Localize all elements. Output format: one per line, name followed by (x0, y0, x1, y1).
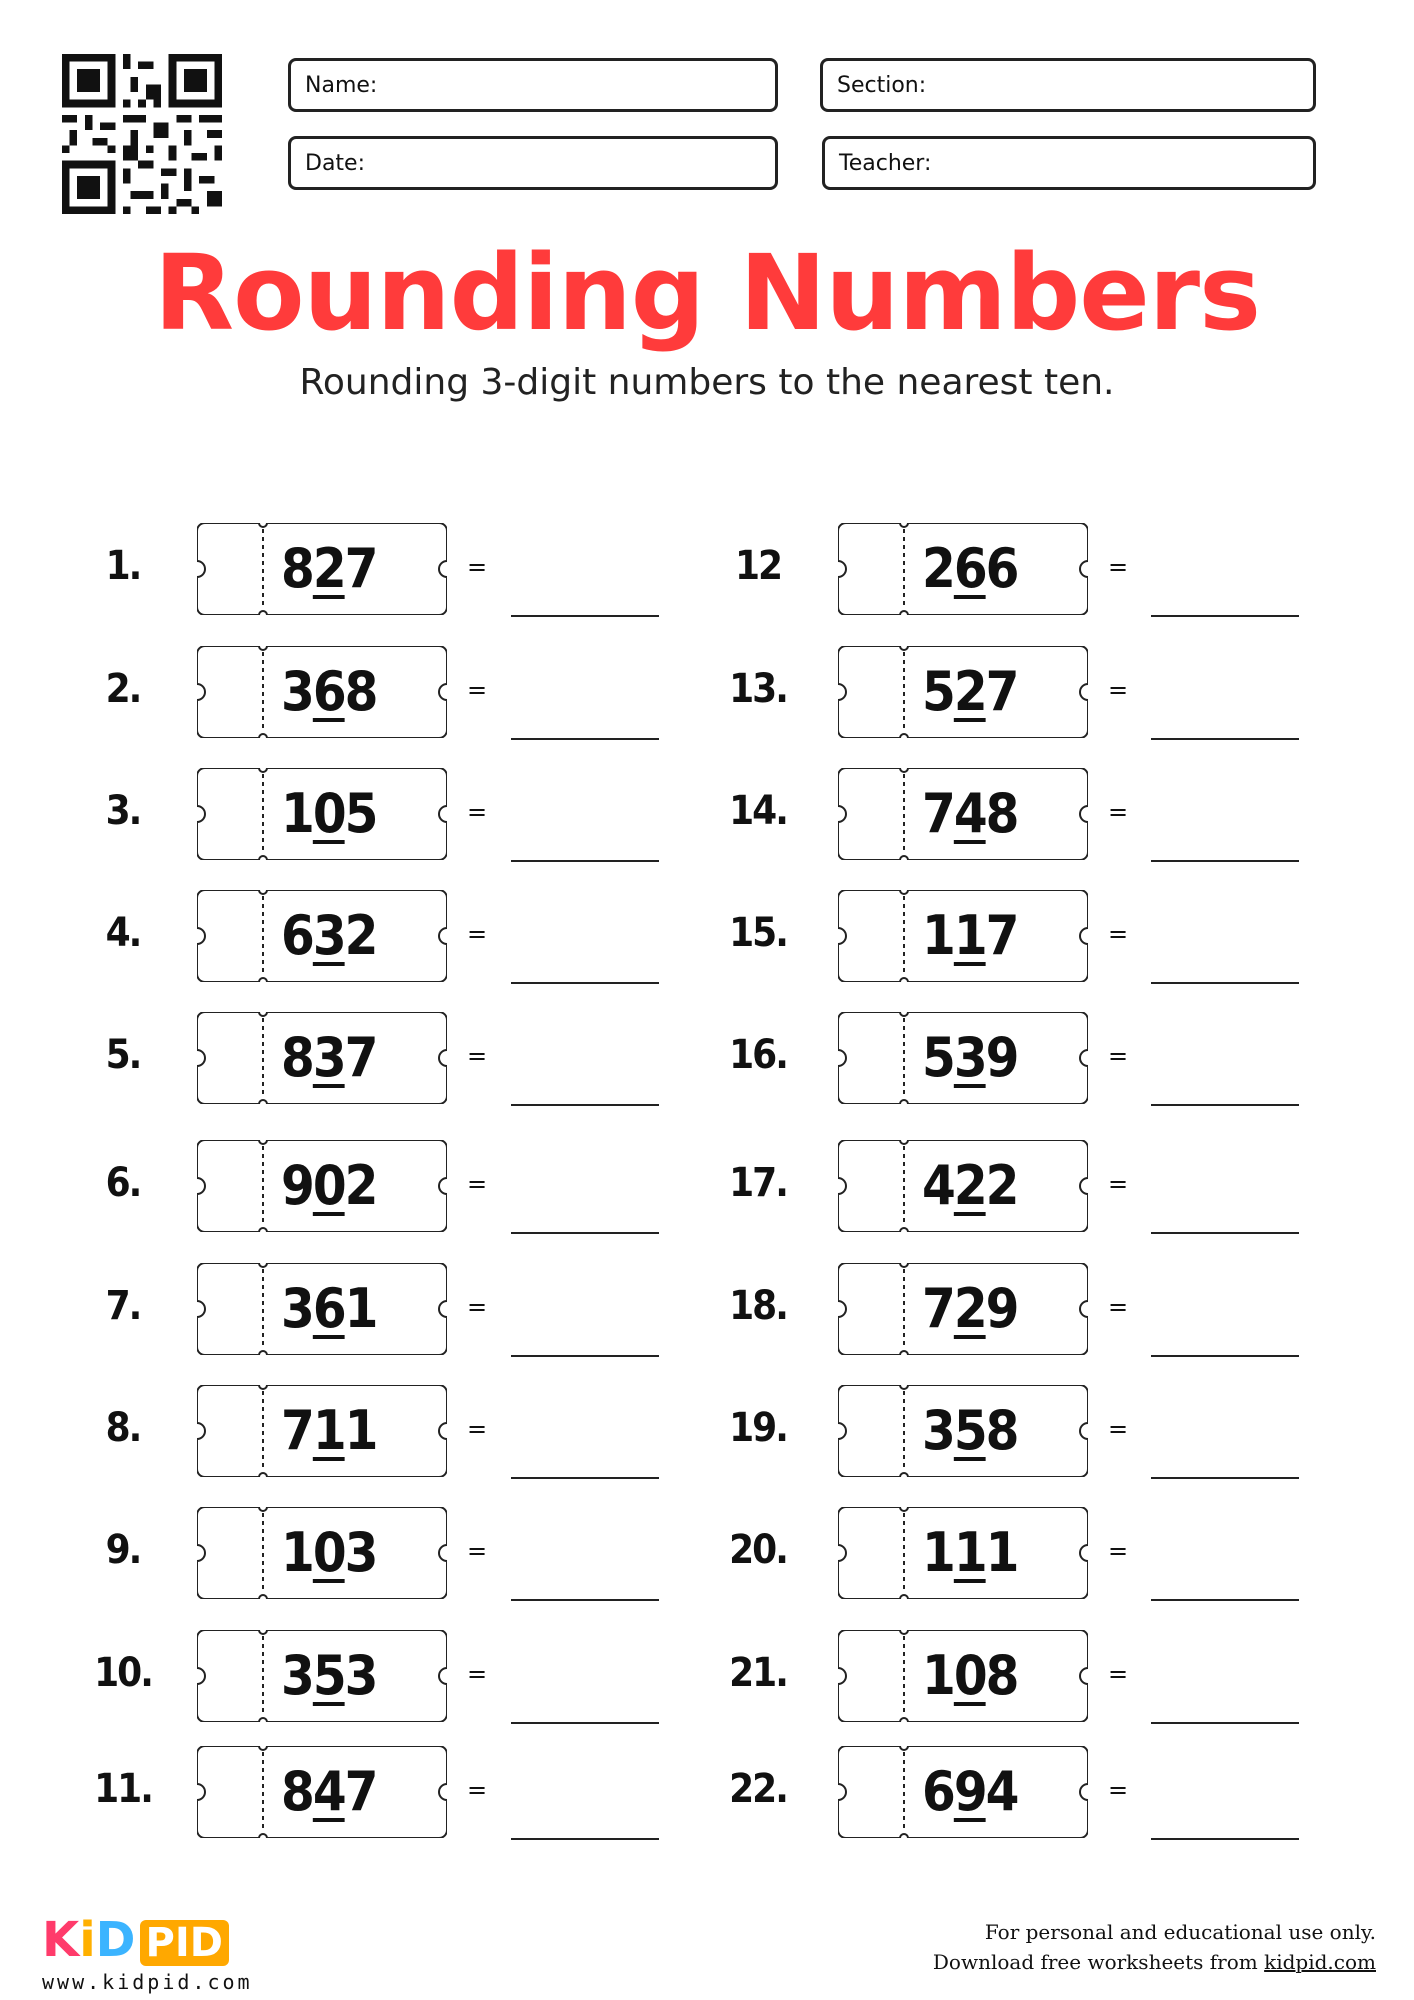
number-ticket (838, 1385, 1088, 1477)
number-ticket (197, 1263, 447, 1355)
problem-number: 13. (729, 666, 787, 712)
number-value: 358 (922, 1399, 1018, 1462)
problem-number: 3. (105, 788, 141, 834)
problem-number: 14. (729, 788, 787, 834)
tens-digit: 3 (953, 1026, 986, 1089)
problem-number: 6. (105, 1160, 141, 1206)
number-value: 368 (281, 660, 377, 723)
answer-line[interactable] (1151, 1838, 1299, 1840)
answer-line[interactable] (511, 1722, 659, 1724)
number-ticket (838, 1263, 1088, 1355)
usage-note: For personal and educational use only. (984, 1920, 1376, 1944)
number-value: 353 (281, 1644, 377, 1707)
number-ticket (197, 1385, 447, 1477)
problem-number: 12 (734, 543, 782, 589)
tens-digit: 2 (312, 537, 345, 600)
problem-number: 9. (105, 1527, 141, 1573)
tens-digit: 3 (312, 904, 345, 967)
number-ticket (197, 523, 447, 615)
number-ticket (197, 1012, 447, 1104)
equals-sign: = (1108, 1042, 1129, 1070)
number-value: 111 (922, 1521, 1018, 1584)
tens-digit: 6 (312, 660, 345, 723)
number-ticket (197, 768, 447, 860)
number-ticket (838, 890, 1088, 982)
answer-line[interactable] (1151, 982, 1299, 984)
tens-digit: 0 (312, 1521, 345, 1584)
equals-sign: = (1108, 798, 1129, 826)
answer-line[interactable] (511, 1599, 659, 1601)
problem-number: 22. (729, 1766, 787, 1812)
download-note-prefix: Download free worksheets from (932, 1950, 1265, 1974)
answer-line[interactable] (1151, 1477, 1299, 1479)
problem-number: 7. (105, 1283, 141, 1329)
tens-digit: 2 (953, 1154, 986, 1217)
equals-sign: = (1108, 1776, 1129, 1804)
number-value: 108 (922, 1644, 1018, 1707)
name-label: Name: (305, 72, 378, 98)
equals-sign: = (467, 1776, 488, 1804)
number-ticket (197, 1507, 447, 1599)
answer-line[interactable] (511, 1477, 659, 1479)
tens-digit: 0 (312, 1154, 345, 1217)
page-subtitle: Rounding 3-digit numbers to the nearest ten. (299, 362, 1115, 403)
problem-number: 2. (105, 666, 141, 712)
section-label: Section: (837, 72, 927, 98)
answer-line[interactable] (1151, 738, 1299, 740)
tens-digit: 5 (312, 1644, 345, 1707)
date-label: Date: (305, 150, 365, 176)
download-note (933, 1950, 1376, 1974)
problem-number: 21. (729, 1650, 787, 1696)
teacher-label: Teacher: (839, 150, 932, 176)
problem-number: 17. (729, 1160, 787, 1206)
number-ticket (838, 1630, 1088, 1722)
number-value: 729 (922, 1277, 1018, 1340)
number-ticket (838, 523, 1088, 615)
number-value: 527 (922, 660, 1018, 723)
tens-digit: 1 (953, 1521, 986, 1584)
tens-digit: 4 (312, 1760, 345, 1823)
equals-sign: = (467, 1042, 488, 1070)
problem-number: 15. (729, 910, 787, 956)
tens-digit: 4 (953, 782, 986, 845)
equals-sign: = (467, 920, 488, 948)
tens-digit: 6 (953, 537, 986, 600)
number-ticket (838, 768, 1088, 860)
tens-digit: 3 (312, 1026, 345, 1089)
equals-sign: = (1108, 1293, 1129, 1321)
problem-number: 8. (105, 1405, 141, 1451)
equals-sign: = (467, 1660, 488, 1688)
equals-sign: = (467, 1293, 488, 1321)
answer-line[interactable] (1151, 1104, 1299, 1106)
page-title: Rounding Numbers (153, 232, 1260, 354)
number-value: 105 (281, 782, 377, 845)
number-value: 902 (281, 1154, 377, 1217)
equals-sign: = (1108, 553, 1129, 581)
answer-line[interactable] (511, 860, 659, 862)
equals-sign: = (467, 1537, 488, 1565)
problem-number: 1. (105, 543, 141, 589)
tens-digit: 1 (953, 904, 986, 967)
answer-line[interactable] (1151, 615, 1299, 617)
number-value: 361 (281, 1277, 377, 1340)
equals-sign: = (467, 553, 488, 581)
equals-sign: = (467, 1415, 488, 1443)
tens-digit: 9 (953, 1760, 986, 1823)
problem-number: 16. (729, 1032, 787, 1078)
tens-digit: 1 (312, 1399, 345, 1462)
number-ticket (838, 1507, 1088, 1599)
equals-sign: = (1108, 676, 1129, 704)
problem-number: 20. (729, 1527, 787, 1573)
tens-digit: 6 (312, 1277, 345, 1340)
number-ticket (197, 1630, 447, 1722)
equals-sign: = (467, 798, 488, 826)
tens-digit: 5 (953, 1399, 986, 1462)
problem-number: 11. (94, 1766, 152, 1812)
answer-line[interactable] (1151, 1722, 1299, 1724)
problem-number: 5. (105, 1032, 141, 1078)
answer-line[interactable] (1151, 1599, 1299, 1601)
site-url: www.kidpid.com (42, 1970, 253, 1994)
tens-digit: 0 (312, 782, 345, 845)
number-value: 847 (281, 1760, 377, 1823)
equals-sign: = (467, 676, 488, 704)
answer-line[interactable] (1151, 1232, 1299, 1234)
problem-number: 10. (94, 1650, 152, 1696)
number-ticket (197, 890, 447, 982)
problem-number: 19. (729, 1405, 787, 1451)
equals-sign: = (1108, 920, 1129, 948)
number-value: 422 (922, 1154, 1018, 1217)
answer-line[interactable] (511, 1355, 659, 1357)
number-value: 539 (922, 1026, 1018, 1089)
number-ticket (838, 646, 1088, 738)
tens-digit: 2 (953, 1277, 986, 1340)
number-value: 103 (281, 1521, 377, 1584)
number-value: 117 (922, 904, 1018, 967)
answer-line[interactable] (511, 982, 659, 984)
tens-digit: 0 (953, 1644, 986, 1707)
equals-sign: = (1108, 1537, 1129, 1565)
number-value: 632 (281, 904, 377, 967)
tens-digit: 2 (953, 660, 986, 723)
answer-line[interactable] (511, 1838, 659, 1840)
answer-line[interactable] (511, 1232, 659, 1234)
equals-sign: = (1108, 1415, 1129, 1443)
problem-number: 4. (105, 910, 141, 956)
number-value: 748 (922, 782, 1018, 845)
problem-number: 18. (729, 1283, 787, 1329)
equals-sign: = (1108, 1660, 1129, 1688)
kidpid-link[interactable]: kidpid.com (1264, 1950, 1376, 1974)
number-ticket (197, 1746, 447, 1838)
number-ticket (838, 1140, 1088, 1232)
number-ticket (197, 646, 447, 738)
equals-sign: = (467, 1170, 488, 1198)
number-ticket (197, 1140, 447, 1232)
answer-line[interactable] (1151, 1355, 1299, 1357)
answer-line[interactable] (511, 738, 659, 740)
equals-sign: = (1108, 1170, 1129, 1198)
kidpid-logo: KiD PID (42, 1912, 229, 1968)
answer-line[interactable] (511, 1104, 659, 1106)
number-value: 694 (922, 1760, 1018, 1823)
number-value: 711 (281, 1399, 377, 1462)
answer-line[interactable] (1151, 860, 1299, 862)
number-ticket (838, 1746, 1088, 1838)
number-value: 266 (922, 537, 1018, 600)
answer-line[interactable] (511, 615, 659, 617)
number-ticket (838, 1012, 1088, 1104)
number-value: 827 (281, 537, 377, 600)
number-value: 837 (281, 1026, 377, 1089)
